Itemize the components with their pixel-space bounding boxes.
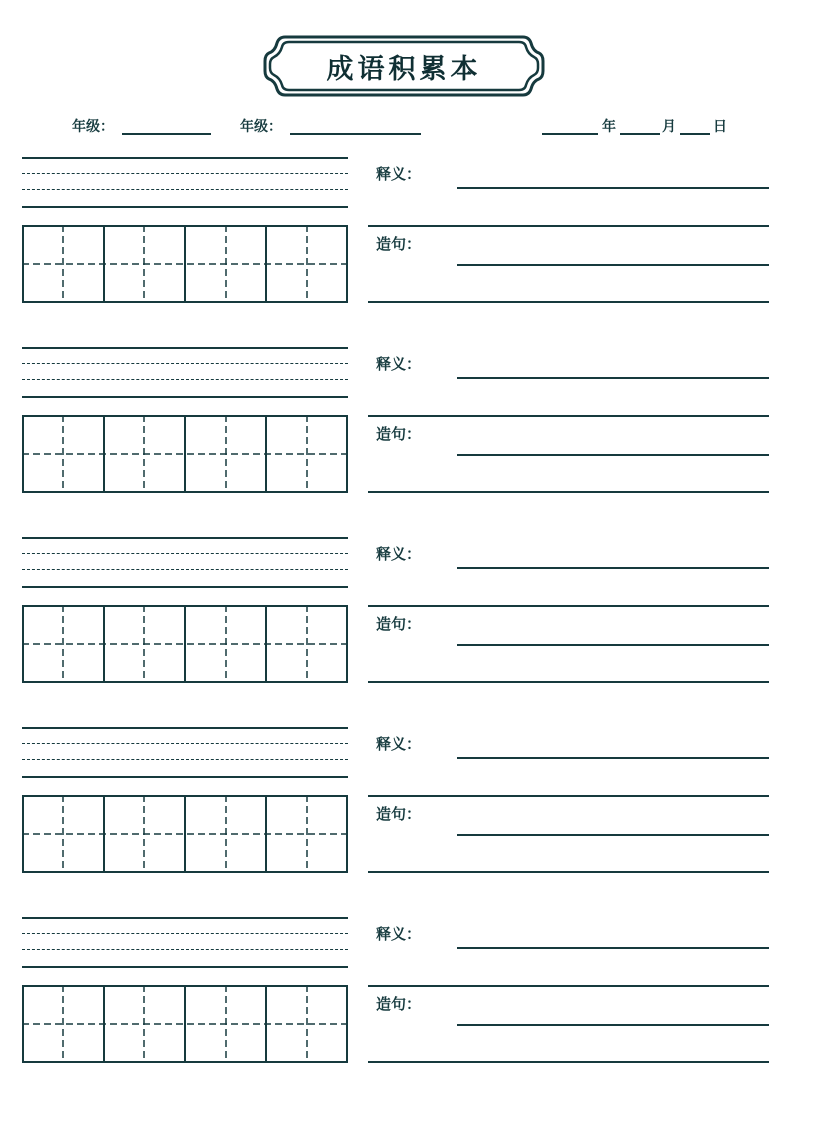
meaning-line-2[interactable] [368,415,769,417]
year-field[interactable] [542,133,598,135]
year-label: 年 [602,119,616,135]
sentence-line-2[interactable] [368,1061,769,1063]
grade-field-1[interactable] [122,133,211,135]
sentence-line-1[interactable] [457,1024,769,1026]
meaning-line-1[interactable] [457,947,769,949]
sentence-line-2[interactable] [368,871,769,873]
sentence-label: 造句： [376,235,422,253]
day-label: 日 [713,119,727,135]
page-title: 成语积累本 [326,53,482,85]
month-label: 月 [662,119,676,135]
idiom-entry-5 [0,917,815,1067]
day-field[interactable] [680,133,710,135]
character-grid[interactable] [22,985,348,1063]
meaning-line-1[interactable] [457,377,769,379]
grade-label-1: 年级： [72,119,114,135]
character-grid[interactable] [22,225,348,303]
character-grid[interactable] [22,415,348,493]
sentence-label: 造句： [376,995,422,1013]
sentence-line-1[interactable] [457,454,769,456]
sentence-line-1[interactable] [457,644,769,646]
character-grid[interactable] [22,795,348,873]
sentence-line-1[interactable] [457,264,769,266]
meaning-line-2[interactable] [368,605,769,607]
idiom-entry-3 [0,537,815,687]
sentence-line-2[interactable] [368,301,769,303]
month-field[interactable] [620,133,660,135]
meaning-label: 释义： [376,925,422,943]
pinyin-lines[interactable] [22,347,348,397]
meaning-line-1[interactable] [457,187,769,189]
sentence-line-1[interactable] [457,834,769,836]
sentence-label: 造句： [376,805,422,823]
pinyin-lines[interactable] [22,727,348,777]
meaning-label: 释义： [376,165,422,183]
pinyin-lines[interactable] [22,157,348,207]
title-plate [263,35,545,97]
sentence-line-2[interactable] [368,681,769,683]
grade-label-2: 年级： [240,119,282,135]
meaning-line-1[interactable] [457,567,769,569]
meaning-line-2[interactable] [368,225,769,227]
meaning-label: 释义： [376,735,422,753]
sentence-label: 造句： [376,615,422,633]
idiom-entry-4 [0,727,815,877]
meaning-line-2[interactable] [368,795,769,797]
meaning-line-1[interactable] [457,757,769,759]
character-grid[interactable] [22,605,348,683]
pinyin-lines[interactable] [22,537,348,587]
sentence-label: 造句： [376,425,422,443]
meaning-line-2[interactable] [368,985,769,987]
sentence-line-2[interactable] [368,491,769,493]
idiom-entry-2 [0,347,815,497]
pinyin-lines[interactable] [22,917,348,967]
idiom-entry-1 [0,157,815,307]
meaning-label: 释义： [376,545,422,563]
grade-field-2[interactable] [290,133,421,135]
meaning-label: 释义： [376,355,422,373]
